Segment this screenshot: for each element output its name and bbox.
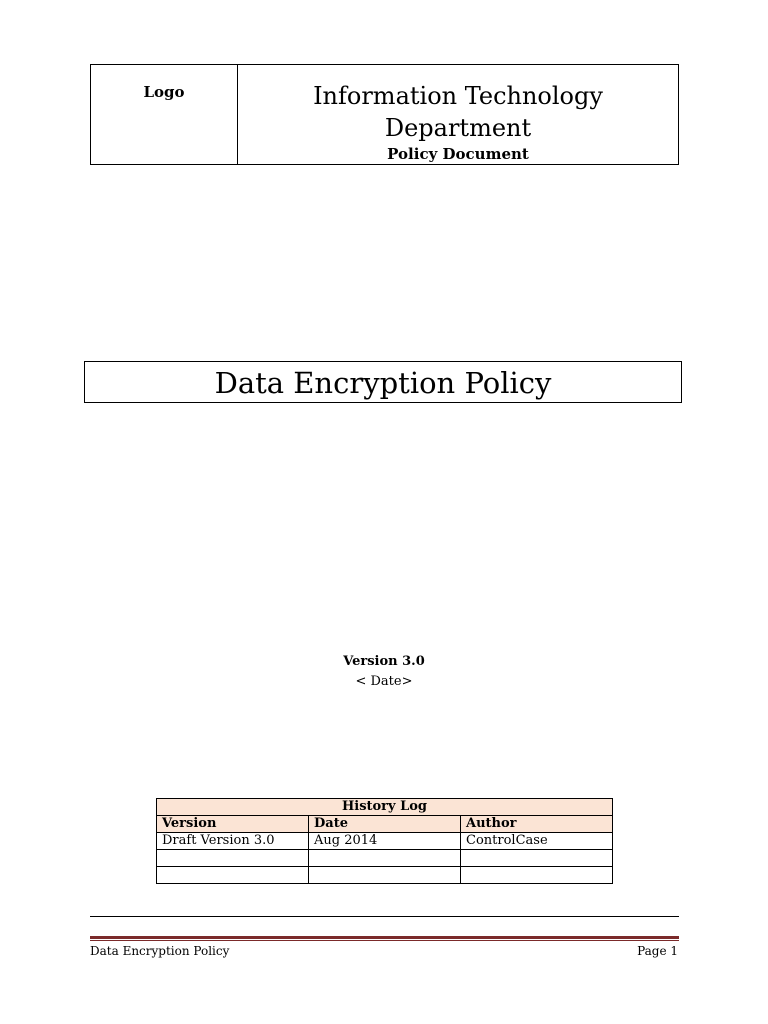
history-log-table [156, 798, 613, 884]
footer-rule-thin [90, 940, 679, 941]
cell-date [309, 850, 461, 867]
footer-rule-thick [90, 936, 679, 939]
cell-author: ControlCase [461, 833, 613, 850]
date-placeholder: < Date> [355, 674, 413, 689]
header-table [90, 64, 679, 165]
document-title: Data Encryption Policy [84, 361, 682, 403]
department-title-line1: Information Technology [313, 82, 603, 110]
table-row [157, 833, 613, 850]
cell-date [309, 867, 461, 884]
policy-document-label: Policy Document [387, 145, 529, 163]
cell-version: Draft Version 3.0 [157, 833, 309, 850]
column-header-author: Author [461, 816, 613, 833]
column-header-date: Date [309, 816, 461, 833]
department-title-line2: Department [384, 114, 532, 142]
cell-version [157, 867, 309, 884]
logo-placeholder [91, 65, 238, 165]
logo-label: Logo [143, 83, 185, 101]
version-label: Version 3.0 [343, 654, 425, 669]
footer-page-number: Page 1 [637, 944, 678, 958]
department-title [238, 80, 678, 144]
cell-author [461, 850, 613, 867]
column-header-version: Version [157, 816, 309, 833]
footer-document-name: Data Encryption Policy [90, 944, 230, 958]
history-log-title: History Log [157, 799, 613, 816]
cell-date: Aug 2014 [309, 833, 461, 850]
cell-version [157, 850, 309, 867]
table-row [157, 850, 613, 867]
department-cell [238, 65, 679, 165]
cell-author [461, 867, 613, 884]
footer-divider [90, 916, 679, 917]
table-row [157, 867, 613, 884]
